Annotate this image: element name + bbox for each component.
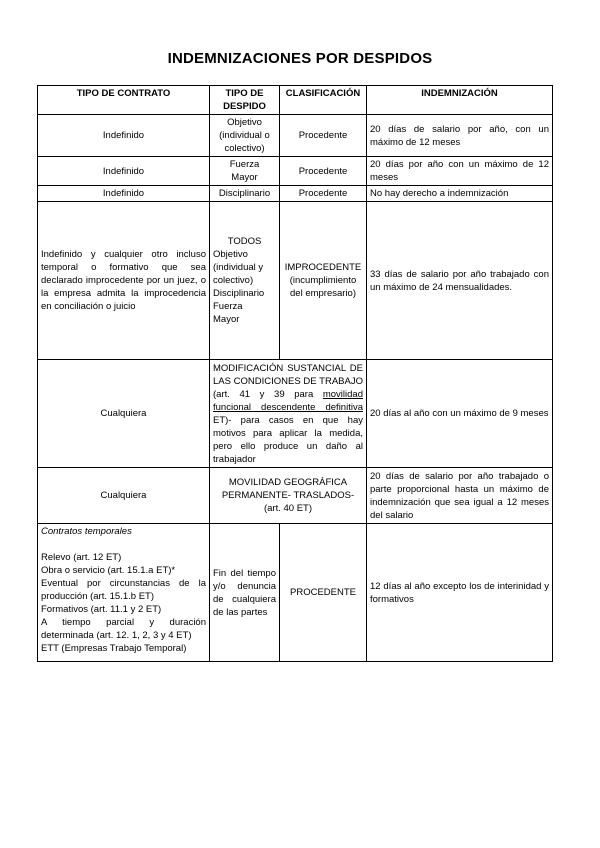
contrato-list-item: Eventual por circunstancias de la producción (art. 15.1.b ET) bbox=[41, 578, 206, 602]
cell-despido: MOVILIDAD GEOGRÁFICA PERMANENTE- TRASLADOS- (art. 40 ET) bbox=[210, 468, 367, 524]
cell-clasificacion: Procedente bbox=[280, 186, 367, 202]
cell-clasificacion bbox=[280, 202, 367, 360]
contrato-list-item: Formativos (art. 11.1 y 2 ET) bbox=[41, 604, 162, 615]
despido-line: Mayor bbox=[231, 172, 258, 183]
cell-indemnizacion: 33 días de salario por año trabajado con un máximo de 24 mensualidades. bbox=[367, 202, 553, 360]
despido-heading: TODOS bbox=[227, 236, 262, 247]
table-row bbox=[38, 202, 553, 360]
cell-contrato bbox=[38, 524, 210, 662]
despido-line: Fuerza bbox=[229, 159, 260, 170]
cell-contrato: Cualquiera bbox=[38, 360, 210, 468]
despido-line: colectivo) bbox=[213, 275, 254, 286]
header-tipo-contrato: TIPO DE CONTRATO bbox=[38, 86, 210, 115]
contrato-list-item: A tiempo parcial y duración determinada (art. 12. 1, 2, 3 y 4 ET) bbox=[41, 617, 206, 641]
despido-line: Objetivo bbox=[213, 249, 248, 260]
cell-clasificacion: PROCEDENTE bbox=[280, 524, 367, 662]
cell-indemnizacion: 20 días de salario por año, con un máximo de 12 meses bbox=[367, 115, 553, 157]
cell-despido: Fin del tiempo y/o denuncia de cualquiera de las partes bbox=[210, 524, 280, 662]
despido-underlined-text: movilidad funcional descendente definitiva bbox=[213, 388, 363, 413]
despido-line: colectivo) bbox=[224, 143, 265, 154]
table-row bbox=[38, 186, 553, 202]
cell-contrato: Cualquiera bbox=[38, 468, 210, 524]
contrato-list-item: ETT (Empresas Trabajo Temporal) bbox=[41, 643, 187, 654]
despido-text: MODIFICACIÓN SUSTANCIAL DE LAS CONDICIONES DE TRABAJO (art. 41 y 39 para bbox=[213, 362, 363, 400]
despido-line: Mayor bbox=[213, 314, 240, 325]
despido-line: (individual y bbox=[213, 262, 264, 273]
despido-line: (individual o bbox=[219, 130, 270, 141]
clasificacion-line: del empresario) bbox=[290, 288, 356, 299]
cell-indemnizacion: 12 días al año excepto los de interinidad y formativos bbox=[367, 524, 553, 662]
header-tipo-despido bbox=[210, 86, 280, 115]
header-tipo-despido-line: TIPO DE bbox=[225, 88, 264, 99]
header-tipo-despido-line: DESPIDO bbox=[223, 101, 266, 112]
despido-line: Disciplinario bbox=[213, 288, 265, 299]
header-indemnizacion: INDEMNIZACIÓN bbox=[367, 86, 553, 115]
clasificacion-line: (incumplimiento bbox=[289, 275, 357, 286]
cell-contrato: Indefinido bbox=[38, 186, 210, 202]
indemnizaciones-table bbox=[37, 85, 553, 662]
despido-line: Fuerza bbox=[213, 301, 243, 312]
cell-clasificacion: Procedente bbox=[280, 157, 367, 186]
cell-despido: Disciplinario bbox=[210, 186, 280, 202]
despido-text: ET)- para casos en que hay motivos para aplicar la medida, pero ello produce un daño al trabajador bbox=[213, 414, 363, 465]
cell-indemnizacion: 20 días de salario por año trabajado o parte proporcional hasta un máximo de indemnización que sea igual a 12 meses del salario bbox=[367, 468, 553, 524]
table-row bbox=[38, 360, 553, 468]
page-title: INDEMNIZACIONES POR DESPIDOS bbox=[167, 50, 433, 67]
table-row bbox=[38, 524, 553, 662]
table-row bbox=[38, 115, 553, 157]
cell-contrato: Indefinido bbox=[38, 115, 210, 157]
cell-indemnizacion: 20 días al año con un máximo de 9 meses bbox=[367, 360, 553, 468]
table-row bbox=[38, 468, 553, 524]
contrato-list-item: Obra o servicio (art. 15.1.a ET)* bbox=[41, 565, 176, 576]
contrato-list-item: Relevo (art. 12 ET) bbox=[41, 552, 122, 563]
cell-clasificacion: Procedente bbox=[280, 115, 367, 157]
contratos-temporales-heading: Contratos temporales bbox=[41, 526, 132, 537]
header-clasificacion: CLASIFICACIÓN bbox=[280, 86, 367, 115]
cell-contrato: Indefinido bbox=[38, 157, 210, 186]
cell-despido bbox=[210, 115, 280, 157]
cell-contrato: Indefinido y cualquier otro incluso temporal o formativo que sea declarado improcedente por un juez, o la empresa admita la improcedencia en conciliación o juicio bbox=[38, 202, 210, 360]
clasificacion-line: IMPROCEDENTE bbox=[284, 262, 362, 273]
cell-indemnizacion: 20 días por año con un máximo de 12 meses bbox=[367, 157, 553, 186]
table-header-row bbox=[38, 86, 553, 115]
despido-line: Objetivo bbox=[227, 117, 262, 128]
table-row bbox=[38, 157, 553, 186]
cell-despido bbox=[210, 157, 280, 186]
cell-despido bbox=[210, 360, 367, 468]
cell-despido bbox=[210, 202, 280, 360]
cell-indemnizacion: No hay derecho a indemnización bbox=[367, 186, 553, 202]
